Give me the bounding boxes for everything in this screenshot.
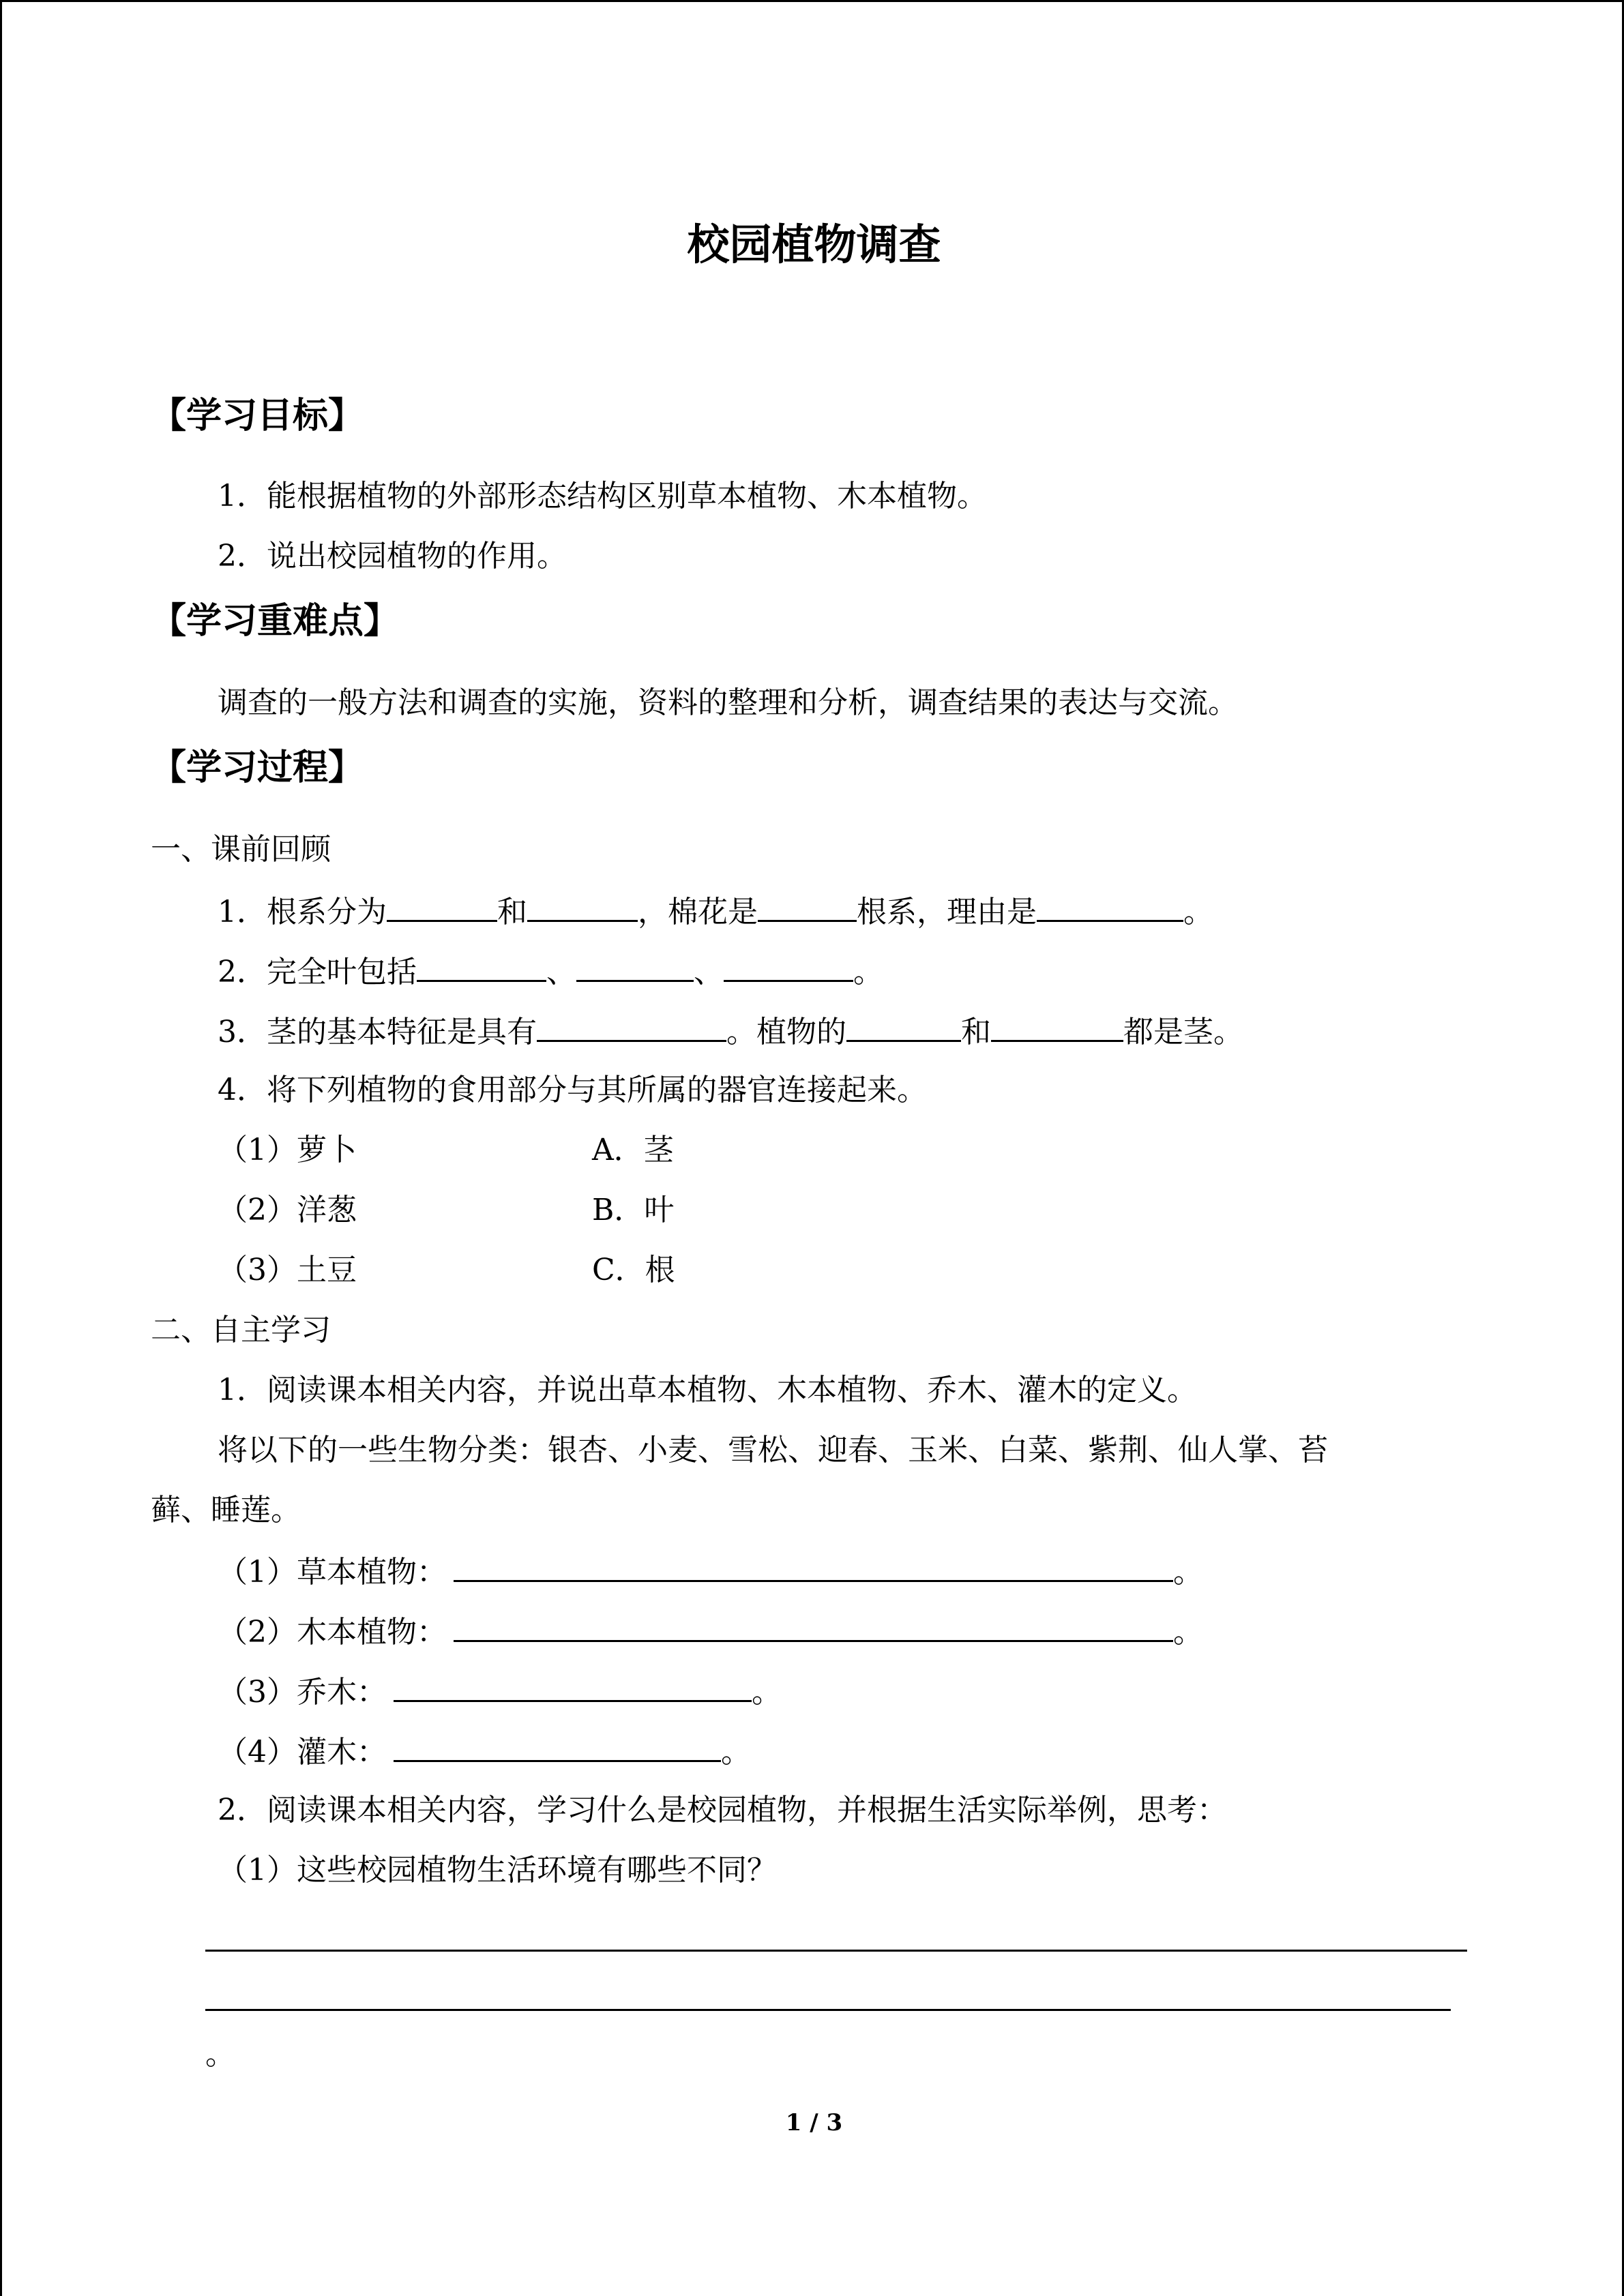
q3-text-d: 都是茎。: [1123, 1015, 1243, 1049]
question-3: [218, 1010, 1243, 1053]
question-1: [218, 890, 1213, 933]
q3-text-a: 3．茎的基本特征是具有: [218, 1015, 537, 1049]
item-herbaceous: [218, 1550, 1203, 1593]
q1-blank-2[interactable]: [527, 890, 638, 922]
item-tree: [218, 1670, 782, 1713]
answer-line-1[interactable]: [205, 1950, 1467, 1952]
question-2: [218, 950, 883, 993]
item-herbaceous-end: 。: [1173, 1555, 1203, 1590]
part2-heading: 二、自主学习: [151, 1313, 331, 1347]
item-herbaceous-label: （1）草本植物：: [218, 1555, 447, 1590]
q1-text-d: 根系，理由是: [857, 895, 1037, 929]
q2-blank-1[interactable]: [417, 950, 546, 982]
item-woody-label: （2）木本植物：: [218, 1615, 447, 1650]
key-points-text: 调查的一般方法和调查的实施，资料的整理和分析，调查结果的表达与交流。: [218, 685, 1238, 720]
match-right-3: C．根: [592, 1253, 675, 1287]
goal-2: 2．说出校园植物的作用。: [218, 539, 567, 573]
q2-blank-2[interactable]: [576, 950, 694, 982]
q3-blank-2[interactable]: [846, 1010, 961, 1042]
q2-text-b: 、: [546, 955, 576, 989]
q1-text-e: 。: [1183, 895, 1213, 929]
item-woody: [218, 1610, 1203, 1653]
part2-question-1: 1．阅读课本相关内容，并说出草本植物、木本植物、乔木、灌木的定义。: [218, 1373, 1197, 1407]
match-right-2: B．叶: [592, 1193, 675, 1227]
item-tree-blank[interactable]: [394, 1670, 752, 1702]
q2-text-c: 、: [694, 955, 724, 989]
classify-line-2: 藓、睡莲。: [151, 1493, 301, 1527]
page-title: 校园植物调查: [687, 220, 941, 269]
goal-1: 1．能根据植物的外部形态结构区别草本植物、木本植物。: [218, 479, 987, 513]
q1-blank-3[interactable]: [758, 890, 857, 922]
item-herbaceous-blank[interactable]: [454, 1550, 1173, 1582]
q3-text-b: 。植物的: [726, 1015, 846, 1049]
q2-text-d: 。: [853, 955, 883, 989]
classify-line-1: 将以下的一些生物分类：银杏、小麦、雪松、迎春、玉米、白菜、紫荆、仙人掌、苔: [218, 1433, 1328, 1467]
item-shrub-label: （4）灌木：: [218, 1735, 387, 1770]
match-left-2: （2）洋葱: [218, 1193, 357, 1227]
process-heading: 【学习过程】: [151, 747, 364, 788]
page-number: 1 / 3: [785, 2109, 843, 2136]
part1-heading: 一、课前回顾: [151, 832, 331, 867]
q1-text-b: 和: [497, 895, 527, 929]
q3-text-c: 和: [961, 1015, 991, 1049]
answer-line-2[interactable]: [205, 2009, 1451, 2011]
key-points-heading: 【学习重难点】: [151, 601, 400, 642]
item-woody-end: 。: [1173, 1615, 1203, 1650]
item-tree-end: 。: [752, 1675, 782, 1710]
q1-blank-1[interactable]: [387, 890, 497, 922]
q1-text-c: ，棉花是: [638, 895, 758, 929]
q2-blank-3[interactable]: [724, 950, 853, 982]
answer-end-mark: 。: [205, 2037, 235, 2072]
match-left-1: （1）萝卜: [218, 1133, 357, 1167]
item-shrub-end: 。: [721, 1735, 751, 1770]
item-tree-label: （3）乔木：: [218, 1675, 387, 1710]
item-shrub: [218, 1730, 751, 1773]
q1-blank-4[interactable]: [1037, 890, 1183, 922]
part2-question-2-sub-1: （1）这些校园植物生活环境有哪些不同？: [218, 1853, 777, 1888]
goals-heading: 【学习目标】: [151, 396, 364, 436]
q2-text-a: 2．完全叶包括: [218, 955, 417, 989]
q1-text-a: 1．根系分为: [218, 895, 387, 929]
q3-blank-3[interactable]: [991, 1010, 1123, 1042]
match-right-1: A．茎: [592, 1133, 674, 1167]
part2-question-2: 2．阅读课本相关内容，学习什么是校园植物，并根据生活实际举例，思考：: [218, 1793, 1227, 1828]
q3-blank-1[interactable]: [537, 1010, 726, 1042]
match-left-3: （3）土豆: [218, 1253, 357, 1287]
item-shrub-blank[interactable]: [394, 1730, 721, 1762]
item-woody-blank[interactable]: [454, 1610, 1173, 1642]
question-4: 4．将下列植物的食用部分与其所属的器官连接起来。: [218, 1073, 927, 1107]
